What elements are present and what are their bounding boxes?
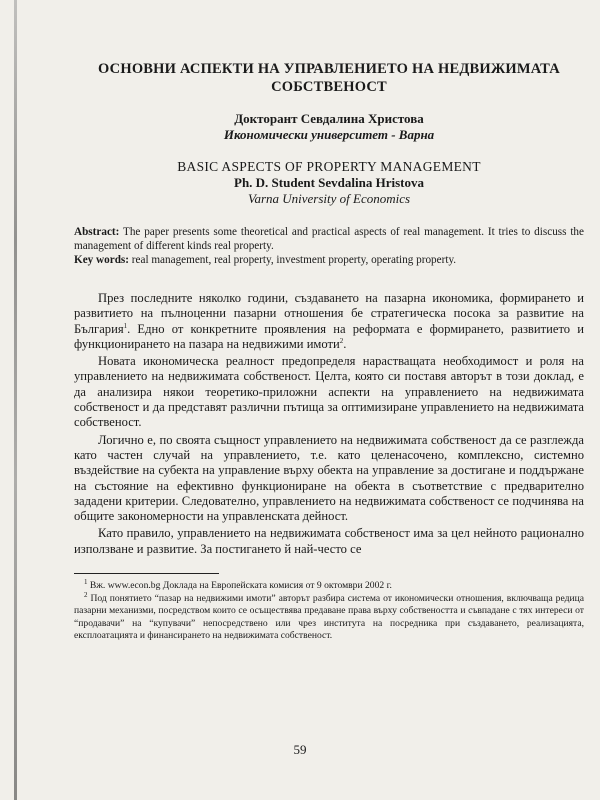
body-paragraph-3: Логично е, по своята същност управлението на недвижимата собственост да се разглежда като частен случай на управлението, т.е. като целенасочено, комплексно, системно въздействие на субекта на управление върху обекта на управление за достигане и поддържане на състояние на ефективно функциониране на обекта в съответствие с предварително зададени критерии. Следователно, управлението на недвижимата собственост се подчинява на общите закономерности на управленската дейност.: [74, 432, 584, 524]
paper-page: [74, 60, 584, 643]
abstract-text: The paper presents some theoretical and practical aspects of real management. It tries to discuss the management of different kinds real property.: [74, 226, 584, 252]
footnote-separator: [74, 573, 219, 574]
body-text: [74, 291, 584, 557]
affiliation-en: Varna University of Economics: [247, 191, 411, 206]
keywords-paragraph: [74, 253, 584, 267]
body-p1-part-b: . Едно от конкретните проявления на реформата е формирането, развитието и функционирането на пазара на недвижими имоти: [74, 321, 584, 351]
paper-title-en: BASIC ASPECTS OF PROPERTY MANAGEMENT: [177, 159, 481, 174]
abstract-label: Abstract:: [74, 226, 120, 238]
body-p1-part-a: През последните няколко години, създаването на пазарна икономика, формирането и развитието на пълноценни пазарни отношения бе стратегическа посока за развитие на България: [74, 291, 584, 336]
author-name-bg: Докторант Севдалина Христова: [234, 111, 424, 126]
footnote-2: [74, 590, 584, 643]
body-p1-part-c: .: [343, 336, 347, 351]
footnote-ref-1[interactable]: 1: [123, 321, 128, 330]
author-name-en: Ph. D. Student Sevdalina Hristova: [234, 175, 424, 190]
body-paragraph-4: Като правило, управлението на недвижимата собственост има за цел нейното рационално използване и развитие. За постигането й най-често се: [74, 526, 584, 556]
scan-binding-edge: [14, 0, 17, 800]
keywords-label: Key words:: [74, 254, 129, 266]
footnotes: [74, 577, 584, 643]
footnote-1: [74, 577, 584, 593]
footnote-1-text: Вж. www.econ.bg Доклада на Европейската комисия от 9 октомври 2002 г.: [87, 580, 392, 592]
body-paragraph-1: [74, 291, 584, 352]
abstract-block: [74, 225, 584, 267]
footnote-2-text: Под понятието “пазар на недвижими имоти” авторът разбира система от икономически отношения, включваща редица пазарни механизми, посредством които се осъществява предаване права върху собствеността и съвпадане с тях интереси от “продавачи” на “купувачи” непосредствено или чрез института на посредника при създаването, реализацията, експлоатацията и финансирането на недвижимата собственост.: [74, 592, 584, 642]
abstract-paragraph: [74, 225, 584, 253]
page-number: 59: [293, 742, 307, 757]
body-paragraph-2: Новата икономическа реалност предопределя нарастващата необходимост и роля на управлението на недвижимата собственост. Целта, която си поставя авторът в този доклад, е да анализира някои теоретико-приложни аспекти на управлението на недвижимата собственост и да представят различни пътища за оптимизиране управлението на недвижимата собственост.: [74, 354, 584, 430]
footnote-ref-2[interactable]: 2: [339, 336, 344, 345]
keywords-text: real management, real property, investment property, operating property.: [129, 254, 457, 266]
affiliation-bg: Икономически университет - Варна: [223, 127, 435, 142]
footnote-1-number: 1: [84, 577, 88, 586]
paper-title: ОСНОВНИ АСПЕКТИ НА УПРАВЛЕНИЕТО НА НЕДВИЖИМАТА СОБСТВЕНОСТ: [98, 61, 560, 95]
footnote-2-number: 2: [84, 590, 88, 599]
